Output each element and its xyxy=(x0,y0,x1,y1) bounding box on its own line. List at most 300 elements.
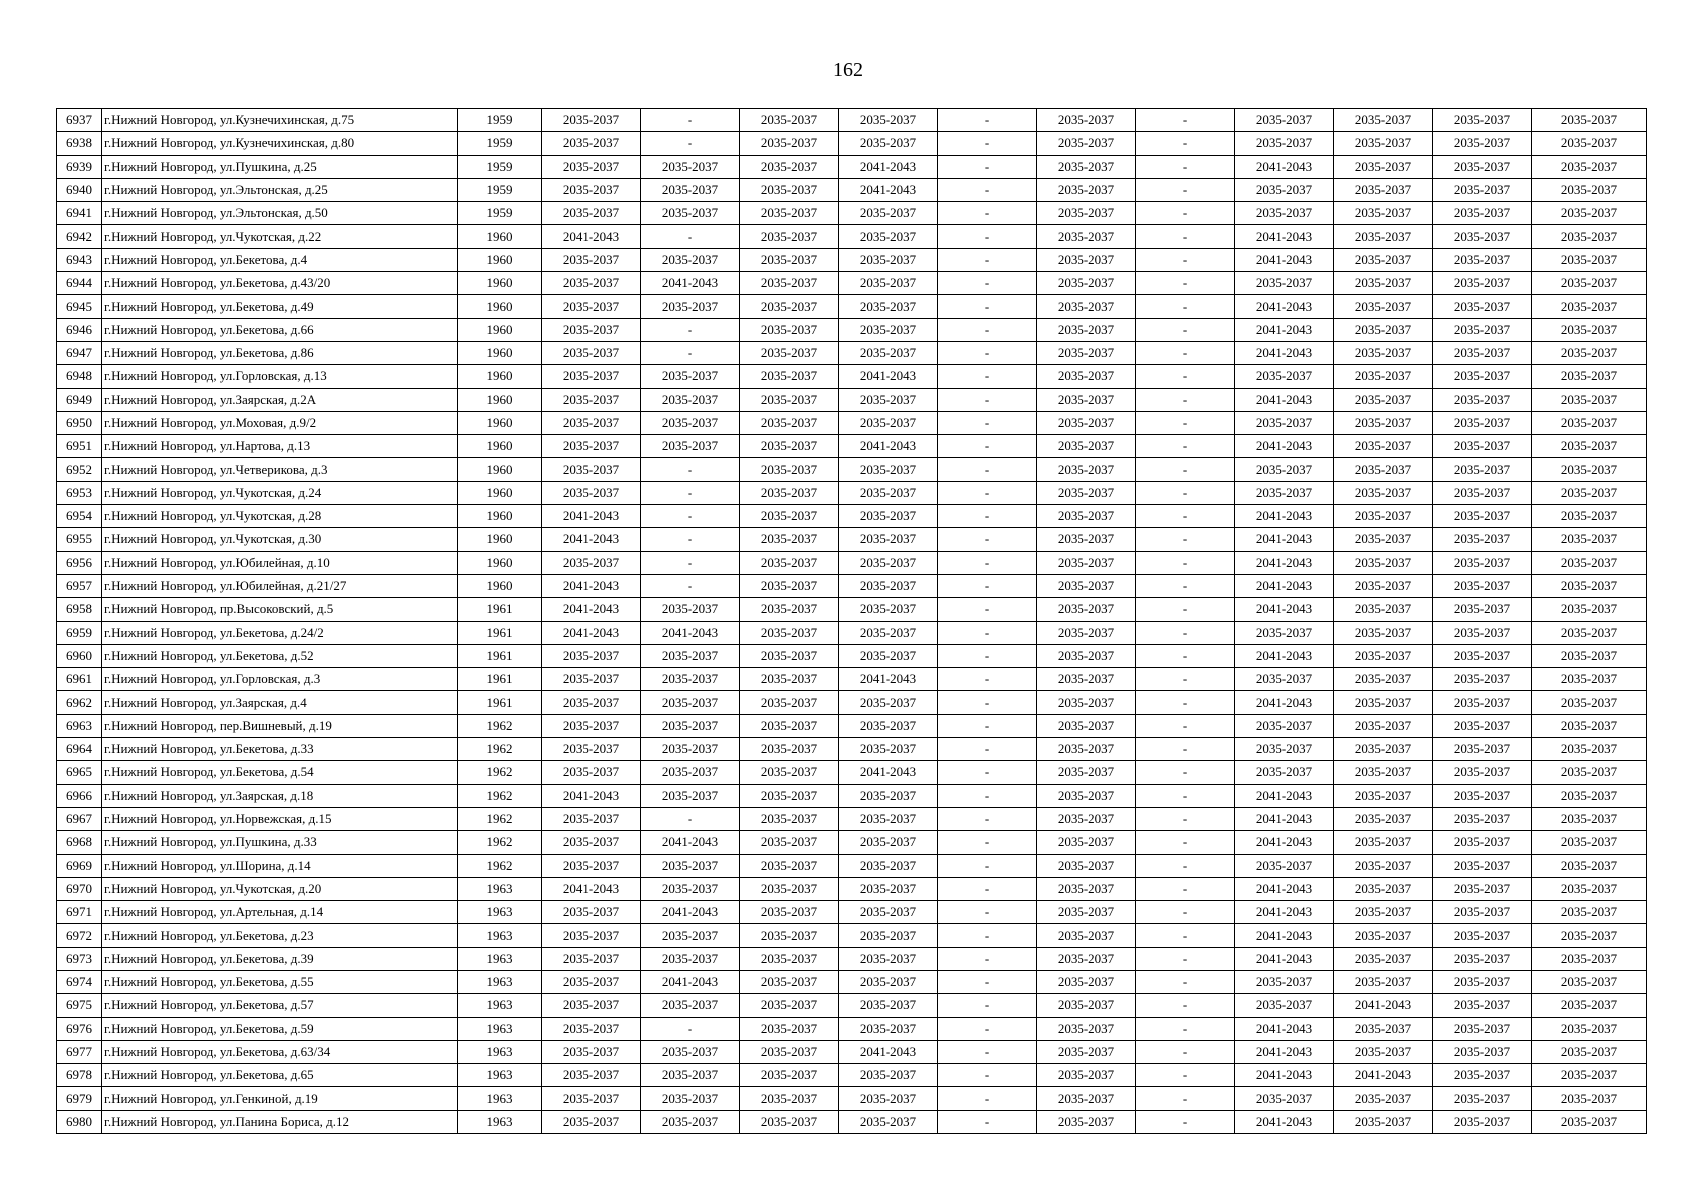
cell-period-9: 2035-2037 xyxy=(1334,132,1433,155)
cell-address: г.Нижний Новгород, ул.Эльтонская, д.25 xyxy=(102,178,458,201)
cell-address: г.Нижний Новгород, пр.Высоковский, д.5 xyxy=(102,598,458,621)
cell-period-1: 2041-2043 xyxy=(542,505,641,528)
cell-period-5: - xyxy=(938,644,1037,667)
cell-row-number: 6959 xyxy=(57,621,102,644)
cell-period-4: 2035-2037 xyxy=(839,109,938,132)
cell-period-7: - xyxy=(1136,970,1235,993)
cell-row-number: 6937 xyxy=(57,109,102,132)
cell-period-5: - xyxy=(938,691,1037,714)
table-row xyxy=(57,318,1647,341)
cell-row-number: 6955 xyxy=(57,528,102,551)
cell-period-4: 2035-2037 xyxy=(839,1064,938,1087)
table-row xyxy=(57,1064,1647,1087)
cell-year-built: 1961 xyxy=(458,691,542,714)
cell-period-2: - xyxy=(641,225,740,248)
cell-period-11: 2035-2037 xyxy=(1532,202,1647,225)
cell-period-9: 2035-2037 xyxy=(1334,970,1433,993)
cell-period-11: 2035-2037 xyxy=(1532,505,1647,528)
cell-row-number: 6943 xyxy=(57,248,102,271)
cell-address: г.Нижний Новгород, ул.Норвежская, д.15 xyxy=(102,807,458,830)
cell-period-4: 2035-2037 xyxy=(839,994,938,1017)
cell-period-3: 2035-2037 xyxy=(740,947,839,970)
cell-period-6: 2035-2037 xyxy=(1037,411,1136,434)
cell-period-8: 2041-2043 xyxy=(1235,691,1334,714)
cell-period-1: 2035-2037 xyxy=(542,668,641,691)
cell-period-3: 2035-2037 xyxy=(740,272,839,295)
cell-year-built: 1960 xyxy=(458,272,542,295)
cell-period-11: 2035-2037 xyxy=(1532,924,1647,947)
cell-period-11: 2035-2037 xyxy=(1532,528,1647,551)
cell-period-1: 2035-2037 xyxy=(542,109,641,132)
cell-period-10: 2035-2037 xyxy=(1433,807,1532,830)
cell-period-8: 2041-2043 xyxy=(1235,1110,1334,1133)
cell-period-10: 2035-2037 xyxy=(1433,272,1532,295)
cell-period-10: 2035-2037 xyxy=(1433,714,1532,737)
cell-period-4: 2035-2037 xyxy=(839,248,938,271)
cell-period-6: 2035-2037 xyxy=(1037,1064,1136,1087)
cell-period-6: 2035-2037 xyxy=(1037,807,1136,830)
cell-period-3: 2035-2037 xyxy=(740,225,839,248)
cell-row-number: 6965 xyxy=(57,761,102,784)
cell-period-4: 2035-2037 xyxy=(839,132,938,155)
cell-period-7: - xyxy=(1136,318,1235,341)
cell-period-8: 2035-2037 xyxy=(1235,272,1334,295)
cell-period-6: 2035-2037 xyxy=(1037,901,1136,924)
cell-year-built: 1960 xyxy=(458,435,542,458)
cell-period-5: - xyxy=(938,924,1037,947)
cell-period-10: 2035-2037 xyxy=(1433,528,1532,551)
cell-period-7: - xyxy=(1136,505,1235,528)
table-row xyxy=(57,1087,1647,1110)
cell-period-4: 2035-2037 xyxy=(839,481,938,504)
cell-period-4: 2035-2037 xyxy=(839,341,938,364)
cell-period-6: 2035-2037 xyxy=(1037,1087,1136,1110)
cell-period-5: - xyxy=(938,528,1037,551)
cell-period-8: 2035-2037 xyxy=(1235,202,1334,225)
table-row xyxy=(57,970,1647,993)
cell-period-8: 2041-2043 xyxy=(1235,341,1334,364)
cell-period-10: 2035-2037 xyxy=(1433,505,1532,528)
cell-period-7: - xyxy=(1136,341,1235,364)
cell-period-2: 2035-2037 xyxy=(641,1040,740,1063)
cell-period-2: 2035-2037 xyxy=(641,854,740,877)
cell-period-2: 2035-2037 xyxy=(641,248,740,271)
cell-period-3: 2035-2037 xyxy=(740,924,839,947)
cell-address: г.Нижний Новгород, ул.Артельная, д.14 xyxy=(102,901,458,924)
cell-period-1: 2041-2043 xyxy=(542,225,641,248)
cell-period-1: 2041-2043 xyxy=(542,598,641,621)
cell-period-9: 2035-2037 xyxy=(1334,458,1433,481)
cell-period-3: 2035-2037 xyxy=(740,738,839,761)
cell-year-built: 1959 xyxy=(458,109,542,132)
cell-address: г.Нижний Новгород, ул.Горловская, д.13 xyxy=(102,365,458,388)
cell-period-5: - xyxy=(938,807,1037,830)
cell-period-4: 2035-2037 xyxy=(839,714,938,737)
cell-period-3: 2035-2037 xyxy=(740,807,839,830)
cell-period-8: 2041-2043 xyxy=(1235,248,1334,271)
cell-period-2: - xyxy=(641,807,740,830)
cell-period-6: 2035-2037 xyxy=(1037,1017,1136,1040)
cell-period-4: 2041-2043 xyxy=(839,1040,938,1063)
cell-period-1: 2035-2037 xyxy=(542,318,641,341)
cell-period-8: 2041-2043 xyxy=(1235,901,1334,924)
cell-period-8: 2041-2043 xyxy=(1235,295,1334,318)
cell-period-6: 2035-2037 xyxy=(1037,318,1136,341)
cell-period-10: 2035-2037 xyxy=(1433,784,1532,807)
cell-row-number: 6951 xyxy=(57,435,102,458)
cell-period-9: 2035-2037 xyxy=(1334,691,1433,714)
cell-period-10: 2035-2037 xyxy=(1433,621,1532,644)
cell-period-2: 2035-2037 xyxy=(641,738,740,761)
cell-period-4: 2035-2037 xyxy=(839,411,938,434)
cell-period-7: - xyxy=(1136,1040,1235,1063)
cell-period-5: - xyxy=(938,318,1037,341)
cell-period-10: 2035-2037 xyxy=(1433,574,1532,597)
cell-period-5: - xyxy=(938,877,1037,900)
cell-year-built: 1960 xyxy=(458,295,542,318)
cell-period-5: - xyxy=(938,411,1037,434)
cell-period-1: 2035-2037 xyxy=(542,691,641,714)
cell-period-3: 2035-2037 xyxy=(740,994,839,1017)
cell-period-7: - xyxy=(1136,551,1235,574)
cell-row-number: 6972 xyxy=(57,924,102,947)
cell-year-built: 1963 xyxy=(458,924,542,947)
cell-period-4: 2035-2037 xyxy=(839,901,938,924)
cell-period-11: 2035-2037 xyxy=(1532,435,1647,458)
cell-period-8: 2035-2037 xyxy=(1235,109,1334,132)
cell-period-8: 2035-2037 xyxy=(1235,994,1334,1017)
cell-period-8: 2041-2043 xyxy=(1235,435,1334,458)
cell-period-7: - xyxy=(1136,877,1235,900)
cell-address: г.Нижний Новгород, ул.Бекетова, д.54 xyxy=(102,761,458,784)
cell-year-built: 1963 xyxy=(458,1040,542,1063)
cell-period-8: 2035-2037 xyxy=(1235,411,1334,434)
cell-period-2: 2035-2037 xyxy=(641,714,740,737)
cell-period-2: 2035-2037 xyxy=(641,155,740,178)
cell-period-6: 2035-2037 xyxy=(1037,458,1136,481)
cell-period-1: 2035-2037 xyxy=(542,994,641,1017)
cell-period-6: 2035-2037 xyxy=(1037,574,1136,597)
cell-period-6: 2035-2037 xyxy=(1037,132,1136,155)
cell-period-3: 2035-2037 xyxy=(740,505,839,528)
cell-period-10: 2035-2037 xyxy=(1433,901,1532,924)
cell-period-9: 2035-2037 xyxy=(1334,901,1433,924)
cell-period-4: 2035-2037 xyxy=(839,1110,938,1133)
cell-address: г.Нижний Новгород, ул.Пушкина, д.25 xyxy=(102,155,458,178)
cell-address: г.Нижний Новгород, ул.Чукотская, д.30 xyxy=(102,528,458,551)
cell-period-9: 2035-2037 xyxy=(1334,528,1433,551)
cell-period-5: - xyxy=(938,621,1037,644)
cell-period-7: - xyxy=(1136,272,1235,295)
cell-period-6: 2035-2037 xyxy=(1037,854,1136,877)
cell-period-1: 2035-2037 xyxy=(542,458,641,481)
cell-period-8: 2035-2037 xyxy=(1235,668,1334,691)
cell-period-5: - xyxy=(938,738,1037,761)
cell-period-7: - xyxy=(1136,248,1235,271)
cell-address: г.Нижний Новгород, ул.Чукотская, д.22 xyxy=(102,225,458,248)
cell-period-9: 2035-2037 xyxy=(1334,225,1433,248)
cell-period-1: 2035-2037 xyxy=(542,411,641,434)
table-row xyxy=(57,924,1647,947)
cell-period-11: 2035-2037 xyxy=(1532,458,1647,481)
cell-period-3: 2035-2037 xyxy=(740,155,839,178)
cell-year-built: 1963 xyxy=(458,1087,542,1110)
cell-period-4: 2041-2043 xyxy=(839,668,938,691)
cell-period-1: 2035-2037 xyxy=(542,248,641,271)
cell-row-number: 6977 xyxy=(57,1040,102,1063)
table-row xyxy=(57,435,1647,458)
table-row xyxy=(57,784,1647,807)
cell-row-number: 6945 xyxy=(57,295,102,318)
cell-year-built: 1959 xyxy=(458,132,542,155)
cell-period-1: 2041-2043 xyxy=(542,621,641,644)
cell-period-9: 2035-2037 xyxy=(1334,1040,1433,1063)
cell-period-3: 2035-2037 xyxy=(740,784,839,807)
cell-period-5: - xyxy=(938,248,1037,271)
table-row xyxy=(57,668,1647,691)
cell-period-9: 2035-2037 xyxy=(1334,318,1433,341)
cell-period-2: 2035-2037 xyxy=(641,1087,740,1110)
cell-period-5: - xyxy=(938,109,1037,132)
cell-period-4: 2035-2037 xyxy=(839,831,938,854)
cell-period-11: 2035-2037 xyxy=(1532,1064,1647,1087)
cell-period-11: 2035-2037 xyxy=(1532,994,1647,1017)
cell-period-8: 2041-2043 xyxy=(1235,225,1334,248)
cell-address: г.Нижний Новгород, ул.Бекетова, д.59 xyxy=(102,1017,458,1040)
cell-period-8: 2041-2043 xyxy=(1235,505,1334,528)
cell-period-10: 2035-2037 xyxy=(1433,877,1532,900)
cell-period-1: 2035-2037 xyxy=(542,178,641,201)
cell-year-built: 1963 xyxy=(458,901,542,924)
cell-period-10: 2035-2037 xyxy=(1433,598,1532,621)
cell-period-5: - xyxy=(938,1040,1037,1063)
cell-period-11: 2035-2037 xyxy=(1532,970,1647,993)
table-row xyxy=(57,738,1647,761)
cell-period-9: 2035-2037 xyxy=(1334,738,1433,761)
cell-period-2: - xyxy=(641,551,740,574)
table-row xyxy=(57,621,1647,644)
cell-year-built: 1960 xyxy=(458,365,542,388)
cell-period-10: 2035-2037 xyxy=(1433,1040,1532,1063)
cell-period-3: 2035-2037 xyxy=(740,761,839,784)
cell-period-3: 2035-2037 xyxy=(740,854,839,877)
table-row xyxy=(57,481,1647,504)
cell-period-3: 2035-2037 xyxy=(740,132,839,155)
cell-period-6: 2035-2037 xyxy=(1037,528,1136,551)
cell-period-1: 2035-2037 xyxy=(542,1064,641,1087)
cell-period-5: - xyxy=(938,202,1037,225)
cell-address: г.Нижний Новгород, ул.Бекетова, д.65 xyxy=(102,1064,458,1087)
table-body xyxy=(57,109,1647,1134)
cell-period-6: 2035-2037 xyxy=(1037,691,1136,714)
cell-period-6: 2035-2037 xyxy=(1037,668,1136,691)
cell-period-11: 2035-2037 xyxy=(1532,831,1647,854)
cell-address: г.Нижний Новгород, ул.Четверикова, д.3 xyxy=(102,458,458,481)
cell-period-5: - xyxy=(938,272,1037,295)
cell-period-2: 2035-2037 xyxy=(641,691,740,714)
cell-period-8: 2041-2043 xyxy=(1235,1040,1334,1063)
cell-period-3: 2035-2037 xyxy=(740,365,839,388)
cell-row-number: 6969 xyxy=(57,854,102,877)
cell-period-5: - xyxy=(938,388,1037,411)
cell-period-3: 2035-2037 xyxy=(740,481,839,504)
cell-year-built: 1960 xyxy=(458,528,542,551)
cell-row-number: 6967 xyxy=(57,807,102,830)
cell-year-built: 1960 xyxy=(458,574,542,597)
cell-period-11: 2035-2037 xyxy=(1532,574,1647,597)
cell-period-3: 2035-2037 xyxy=(740,877,839,900)
cell-period-1: 2035-2037 xyxy=(542,388,641,411)
cell-address: г.Нижний Новгород, ул.Бекетова, д.39 xyxy=(102,947,458,970)
cell-period-9: 2035-2037 xyxy=(1334,155,1433,178)
cell-address: г.Нижний Новгород, ул.Бекетова, д.33 xyxy=(102,738,458,761)
table-row xyxy=(57,947,1647,970)
cell-period-10: 2035-2037 xyxy=(1433,854,1532,877)
cell-row-number: 6958 xyxy=(57,598,102,621)
cell-period-11: 2035-2037 xyxy=(1532,691,1647,714)
cell-period-11: 2035-2037 xyxy=(1532,1040,1647,1063)
cell-row-number: 6950 xyxy=(57,411,102,434)
cell-period-4: 2035-2037 xyxy=(839,784,938,807)
cell-period-10: 2035-2037 xyxy=(1433,644,1532,667)
cell-period-6: 2035-2037 xyxy=(1037,365,1136,388)
cell-period-11: 2035-2037 xyxy=(1532,248,1647,271)
cell-period-1: 2035-2037 xyxy=(542,365,641,388)
cell-period-6: 2035-2037 xyxy=(1037,970,1136,993)
cell-row-number: 6952 xyxy=(57,458,102,481)
cell-row-number: 6938 xyxy=(57,132,102,155)
cell-address: г.Нижний Новгород, ул.Бекетова, д.66 xyxy=(102,318,458,341)
cell-period-4: 2035-2037 xyxy=(839,295,938,318)
cell-period-9: 2035-2037 xyxy=(1334,411,1433,434)
table-row xyxy=(57,644,1647,667)
cell-period-6: 2035-2037 xyxy=(1037,341,1136,364)
cell-address: г.Нижний Новгород, ул.Эльтонская, д.50 xyxy=(102,202,458,225)
cell-address: г.Нижний Новгород, пер.Вишневый, д.19 xyxy=(102,714,458,737)
cell-period-9: 2035-2037 xyxy=(1334,807,1433,830)
cell-period-7: - xyxy=(1136,295,1235,318)
cell-period-9: 2035-2037 xyxy=(1334,761,1433,784)
cell-period-7: - xyxy=(1136,574,1235,597)
cell-period-11: 2035-2037 xyxy=(1532,761,1647,784)
cell-period-6: 2035-2037 xyxy=(1037,621,1136,644)
table-row xyxy=(57,691,1647,714)
cell-period-1: 2041-2043 xyxy=(542,574,641,597)
cell-address: г.Нижний Новгород, ул.Бекетова, д.4 xyxy=(102,248,458,271)
cell-row-number: 6948 xyxy=(57,365,102,388)
cell-period-6: 2035-2037 xyxy=(1037,109,1136,132)
cell-period-7: - xyxy=(1136,644,1235,667)
table-row xyxy=(57,598,1647,621)
cell-year-built: 1960 xyxy=(458,458,542,481)
cell-period-4: 2041-2043 xyxy=(839,435,938,458)
cell-period-8: 2035-2037 xyxy=(1235,178,1334,201)
cell-period-11: 2035-2037 xyxy=(1532,318,1647,341)
cell-year-built: 1963 xyxy=(458,1017,542,1040)
cell-period-7: - xyxy=(1136,1017,1235,1040)
cell-year-built: 1960 xyxy=(458,248,542,271)
cell-period-7: - xyxy=(1136,924,1235,947)
cell-period-9: 2035-2037 xyxy=(1334,341,1433,364)
cell-address: г.Нижний Новгород, ул.Заярская, д.4 xyxy=(102,691,458,714)
cell-period-1: 2035-2037 xyxy=(542,1110,641,1133)
cell-period-7: - xyxy=(1136,761,1235,784)
table-row xyxy=(57,1040,1647,1063)
cell-period-9: 2035-2037 xyxy=(1334,784,1433,807)
cell-address: г.Нижний Новгород, ул.Кузнечихинская, д.80 xyxy=(102,132,458,155)
cell-address: г.Нижний Новгород, ул.Чукотская, д.20 xyxy=(102,877,458,900)
cell-period-5: - xyxy=(938,341,1037,364)
cell-period-3: 2035-2037 xyxy=(740,621,839,644)
cell-period-8: 2035-2037 xyxy=(1235,854,1334,877)
cell-period-10: 2035-2037 xyxy=(1433,1064,1532,1087)
cell-period-6: 2035-2037 xyxy=(1037,388,1136,411)
cell-period-7: - xyxy=(1136,854,1235,877)
cell-period-8: 2035-2037 xyxy=(1235,132,1334,155)
cell-year-built: 1960 xyxy=(458,341,542,364)
cell-period-6: 2035-2037 xyxy=(1037,295,1136,318)
cell-period-6: 2035-2037 xyxy=(1037,202,1136,225)
table-row xyxy=(57,411,1647,434)
cell-row-number: 6970 xyxy=(57,877,102,900)
cell-period-10: 2035-2037 xyxy=(1433,109,1532,132)
cell-period-4: 2035-2037 xyxy=(839,691,938,714)
table-row xyxy=(57,132,1647,155)
cell-address: г.Нижний Новгород, ул.Моховая, д.9/2 xyxy=(102,411,458,434)
cell-period-2: 2035-2037 xyxy=(641,295,740,318)
cell-year-built: 1961 xyxy=(458,644,542,667)
cell-year-built: 1963 xyxy=(458,994,542,1017)
cell-period-4: 2035-2037 xyxy=(839,924,938,947)
cell-period-3: 2035-2037 xyxy=(740,1040,839,1063)
cell-period-2: 2041-2043 xyxy=(641,901,740,924)
cell-period-6: 2035-2037 xyxy=(1037,505,1136,528)
cell-period-9: 2035-2037 xyxy=(1334,1017,1433,1040)
cell-period-8: 2041-2043 xyxy=(1235,877,1334,900)
cell-row-number: 6949 xyxy=(57,388,102,411)
cell-address: г.Нижний Новгород, ул.Кузнечихинская, д.75 xyxy=(102,109,458,132)
cell-period-6: 2035-2037 xyxy=(1037,924,1136,947)
cell-period-7: - xyxy=(1136,365,1235,388)
cell-year-built: 1962 xyxy=(458,761,542,784)
cell-period-8: 2041-2043 xyxy=(1235,155,1334,178)
cell-period-2: - xyxy=(641,574,740,597)
cell-period-5: - xyxy=(938,1064,1037,1087)
cell-period-3: 2035-2037 xyxy=(740,341,839,364)
cell-period-4: 2035-2037 xyxy=(839,621,938,644)
cell-row-number: 6963 xyxy=(57,714,102,737)
cell-period-8: 2035-2037 xyxy=(1235,621,1334,644)
cell-period-9: 2035-2037 xyxy=(1334,365,1433,388)
cell-row-number: 6962 xyxy=(57,691,102,714)
table-row xyxy=(57,178,1647,201)
cell-period-1: 2035-2037 xyxy=(542,761,641,784)
cell-period-7: - xyxy=(1136,831,1235,854)
cell-period-4: 2035-2037 xyxy=(839,877,938,900)
cell-period-2: 2035-2037 xyxy=(641,761,740,784)
cell-period-6: 2035-2037 xyxy=(1037,248,1136,271)
cell-period-7: - xyxy=(1136,225,1235,248)
cell-period-1: 2035-2037 xyxy=(542,947,641,970)
cell-period-8: 2041-2043 xyxy=(1235,784,1334,807)
cell-period-4: 2035-2037 xyxy=(839,598,938,621)
cell-period-8: 2041-2043 xyxy=(1235,551,1334,574)
cell-period-5: - xyxy=(938,574,1037,597)
cell-period-3: 2035-2037 xyxy=(740,178,839,201)
cell-period-4: 2035-2037 xyxy=(839,388,938,411)
cell-year-built: 1960 xyxy=(458,481,542,504)
cell-period-5: - xyxy=(938,505,1037,528)
